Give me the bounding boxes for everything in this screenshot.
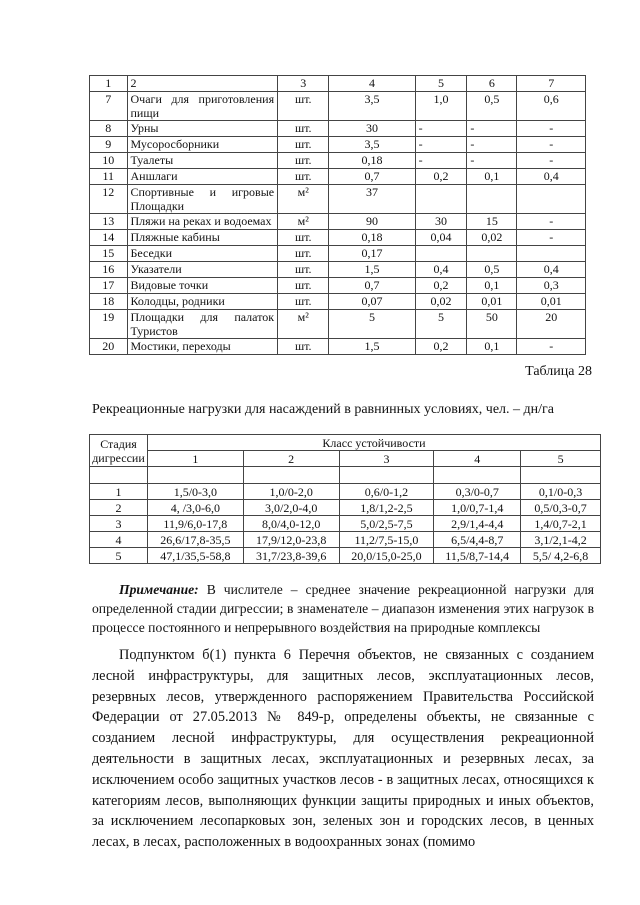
table-cell — [517, 185, 586, 214]
table-cell: - — [415, 121, 467, 137]
table-cell: 16 — [90, 262, 128, 278]
spacer-cell — [90, 467, 148, 484]
table-cell: 0,1 — [467, 278, 517, 294]
table-row — [90, 169, 586, 185]
table-cell: 0,3 — [517, 278, 586, 294]
table-row — [90, 230, 586, 246]
load-cell: 2 — [90, 500, 148, 516]
class-header: Класс устойчивости — [147, 435, 600, 451]
table-cell: 10 — [90, 153, 128, 169]
table-cell: 0,18 — [329, 153, 415, 169]
table-cell: 0,5 — [467, 262, 517, 278]
load-cell: 1,5/0-3,0 — [147, 484, 243, 500]
table-cell: Очаги для приготовления пищи — [127, 92, 278, 121]
class-number: 4 — [434, 451, 521, 467]
table-cell: 0,01 — [517, 294, 586, 310]
table-cell: 50 — [467, 310, 517, 339]
load-row — [90, 484, 601, 500]
table-cell: 12 — [90, 185, 128, 214]
facilities-norms-table — [89, 75, 586, 355]
load-cell: 1 — [90, 484, 148, 500]
table-cell: Указатели — [127, 262, 278, 278]
table-cell — [517, 246, 586, 262]
table-row — [90, 121, 586, 137]
table-cell: 1,5 — [329, 339, 415, 355]
class-number: 3 — [339, 451, 434, 467]
table-cell: шт. — [278, 121, 329, 137]
table-cell: 8 — [90, 121, 128, 137]
table-row — [90, 278, 586, 294]
load-cell: 0,6/0-1,2 — [339, 484, 434, 500]
table-cell: шт. — [278, 246, 329, 262]
table-cell: Мостики, переходы — [127, 339, 278, 355]
table-cell: Спортивные и игровые Площадки — [127, 185, 278, 214]
load-cell: 1,4/0,7-2,1 — [521, 516, 601, 532]
table-cell: 0,1 — [467, 339, 517, 355]
table-cell: 15 — [90, 246, 128, 262]
load-cell: 11,9/6,0-17,8 — [147, 516, 243, 532]
load-cell: 0,5/0,3-0,7 — [521, 500, 601, 516]
table-cell: шт. — [278, 230, 329, 246]
spacer-cell — [243, 467, 339, 484]
load-row — [90, 516, 601, 532]
table-cell: - — [415, 137, 467, 153]
table-cell: - — [517, 214, 586, 230]
table-cell: 0,5 — [467, 92, 517, 121]
table-cell: - — [517, 339, 586, 355]
table-cell: 0,2 — [415, 169, 467, 185]
load-row — [90, 500, 601, 516]
load-cell: 6,5/4,4-8,7 — [434, 532, 521, 548]
table-cell: 30 — [329, 121, 415, 137]
load-cell: 0,3/0-0,7 — [434, 484, 521, 500]
table-cell: шт. — [278, 294, 329, 310]
table-cell: 0,4 — [415, 262, 467, 278]
table-row — [90, 246, 586, 262]
table-cell: шт. — [278, 339, 329, 355]
header-cell: 3 — [278, 76, 329, 92]
load-cell: 11,5/8,7-14,4 — [434, 548, 521, 564]
table-note — [92, 580, 594, 637]
table-cell: 0,4 — [517, 169, 586, 185]
table-cell: 0,02 — [467, 230, 517, 246]
spacer-row — [90, 467, 601, 484]
table-cell: 0,7 — [329, 278, 415, 294]
table-cell: 20 — [517, 310, 586, 339]
load-cell: 5,0/2,5-7,5 — [339, 516, 434, 532]
table-cell: 0,2 — [415, 278, 467, 294]
load-row — [90, 548, 601, 564]
table-row — [90, 262, 586, 278]
table-cell: 0,1 — [467, 169, 517, 185]
table-cell: 0,4 — [517, 262, 586, 278]
table-cell: Пляжные кабины — [127, 230, 278, 246]
table-cell — [415, 185, 467, 214]
load-cell: 5,5/ 4,2-6,8 — [521, 548, 601, 564]
table-cell: - — [517, 121, 586, 137]
table-cell: - — [467, 121, 517, 137]
table-cell: 17 — [90, 278, 128, 294]
stage-header: Стадия дигрессии — [90, 435, 148, 467]
table-row — [90, 92, 586, 121]
note-text: В числителе – среднее значение рекреационной нагрузки для определенной стадии дигрессии; в знаменателе – диапазон изменения этих нагрузок в процессе постоянного и непрерывного воздействия на природные комплексы — [92, 582, 594, 635]
load-cell: 4 — [90, 532, 148, 548]
load-cell: 5 — [90, 548, 148, 564]
load-cell: 31,7/23,8-39,6 — [243, 548, 339, 564]
load-cell: 47,1/35,5-58,8 — [147, 548, 243, 564]
table-cell: - — [467, 153, 517, 169]
table-cell: Урны — [127, 121, 278, 137]
load-cell: 26,6/17,8-35,5 — [147, 532, 243, 548]
note-label: Примечание: — [119, 582, 199, 597]
table-row — [90, 153, 586, 169]
table-cell: м² — [278, 214, 329, 230]
load-cell: 0,1/0-0,3 — [521, 484, 601, 500]
table-cell: 0,17 — [329, 246, 415, 262]
table-cell: 30 — [415, 214, 467, 230]
class-number: 5 — [521, 451, 601, 467]
header-cell: 6 — [467, 76, 517, 92]
table-cell: 37 — [329, 185, 415, 214]
table-cell: м² — [278, 185, 329, 214]
header-cell: 5 — [415, 76, 467, 92]
table-cell: 5 — [329, 310, 415, 339]
load-cell: 1,0/0,7-1,4 — [434, 500, 521, 516]
table-cell: 0,7 — [329, 169, 415, 185]
table-cell: шт. — [278, 153, 329, 169]
load-cell: 20,0/15,0-25,0 — [339, 548, 434, 564]
table-cell: 3,5 — [329, 92, 415, 121]
header-cell: 1 — [90, 76, 128, 92]
table-cell: - — [517, 230, 586, 246]
load-row — [90, 532, 601, 548]
table-cell: м² — [278, 310, 329, 339]
table-cell: шт. — [278, 169, 329, 185]
load-cell: 1,8/1,2-2,5 — [339, 500, 434, 516]
table-cell: Мусоросборники — [127, 137, 278, 153]
table-cell: Туалеты — [127, 153, 278, 169]
table-cell: шт. — [278, 278, 329, 294]
table-row — [90, 214, 586, 230]
class-numbers-row — [90, 451, 601, 467]
table-row — [90, 294, 586, 310]
table-header-row — [90, 76, 586, 92]
table-cell: 3,5 — [329, 137, 415, 153]
table-cell: 0,01 — [467, 294, 517, 310]
table-cell: 19 — [90, 310, 128, 339]
table-cell: Видовые точки — [127, 278, 278, 294]
table-cell: 0,18 — [329, 230, 415, 246]
table-cell: шт. — [278, 262, 329, 278]
table-row — [90, 185, 586, 214]
table-cell: 0,07 — [329, 294, 415, 310]
load-cell: 2,9/1,4-4,4 — [434, 516, 521, 532]
load-cell: 1,0/0-2,0 — [243, 484, 339, 500]
table-cell — [415, 246, 467, 262]
table-title: Рекреационные нагрузки для насаждений в равнинных условиях, чел. – дн/га — [92, 402, 554, 417]
table-cell: 0,2 — [415, 339, 467, 355]
table-cell: 0,04 — [415, 230, 467, 246]
table-cell: Площадки для палаток Туристов — [127, 310, 278, 339]
table-row — [90, 310, 586, 339]
header-cell: 7 — [517, 76, 586, 92]
table-cell: 20 — [90, 339, 128, 355]
spacer-cell — [521, 467, 601, 484]
table-cell: 11 — [90, 169, 128, 185]
recreational-load-table — [89, 434, 601, 564]
header-cell: 2 — [127, 76, 278, 92]
table-cell: 15 — [467, 214, 517, 230]
table-cell — [467, 246, 517, 262]
table-cell: 14 — [90, 230, 128, 246]
table-cell: 9 — [90, 137, 128, 153]
load-header-row — [90, 435, 601, 451]
spacer-cell — [434, 467, 521, 484]
load-cell: 3 — [90, 516, 148, 532]
table-cell: Пляжи на реках и водоемах — [127, 214, 278, 230]
table-cell: 18 — [90, 294, 128, 310]
table-cell: - — [517, 153, 586, 169]
table-cell: - — [467, 137, 517, 153]
spacer-cell — [147, 467, 243, 484]
table-cell: 0,6 — [517, 92, 586, 121]
table-cell: 1,5 — [329, 262, 415, 278]
table-cell: 5 — [415, 310, 467, 339]
table-cell: - — [415, 153, 467, 169]
table-cell: Аншлаги — [127, 169, 278, 185]
table-cell: 7 — [90, 92, 128, 121]
table-cell: Беседки — [127, 246, 278, 262]
load-cell: 4, /3,0-6,0 — [147, 500, 243, 516]
table-row — [90, 339, 586, 355]
table-cell: 13 — [90, 214, 128, 230]
table-cell: 0,02 — [415, 294, 467, 310]
class-number: 1 — [147, 451, 243, 467]
header-cell: 4 — [329, 76, 415, 92]
class-number: 2 — [243, 451, 339, 467]
load-cell: 8,0/4,0-12,0 — [243, 516, 339, 532]
table-cell: шт. — [278, 92, 329, 121]
load-cell: 3,1/2,1-4,2 — [521, 532, 601, 548]
table-cell: 1,0 — [415, 92, 467, 121]
load-cell: 11,2/7,5-15,0 — [339, 532, 434, 548]
table-cell — [467, 185, 517, 214]
load-cell: 17,9/12,0-23,8 — [243, 532, 339, 548]
table-cell: шт. — [278, 137, 329, 153]
body-paragraph: Подпунктом б(1) пункта 6 Перечня объектов, не связанных с созданием лесной инфраструктуры, для защитных лесов, эксплуатационных лесов, резервных лесов, утвержденного распоряжением Правительства Российской Федерации от 27.05.2013 № 849-р, определены объекты, не связанные с созданием лесной инфраструктуры, для осуществления рекреационной деятельности в защитных лесах, эксплуатационных и резервных лесах, за исключением особо защитных участков лесов - в защитных лесах, относящихся к категориям лесов, выполняющих функции защиты природных и иных объектов, за исключением лесопарковых зон, зеленых зон и городских лесов, в ценных лесах, в лесах, расположенных в водоохранных зонах (помимо — [92, 647, 594, 851]
table-row — [90, 137, 586, 153]
table-cell: 90 — [329, 214, 415, 230]
table-cell: - — [517, 137, 586, 153]
spacer-cell — [339, 467, 434, 484]
table-number-label: Таблица 28 — [525, 364, 592, 379]
load-cell: 3,0/2,0-4,0 — [243, 500, 339, 516]
table-cell: Колодцы, родники — [127, 294, 278, 310]
